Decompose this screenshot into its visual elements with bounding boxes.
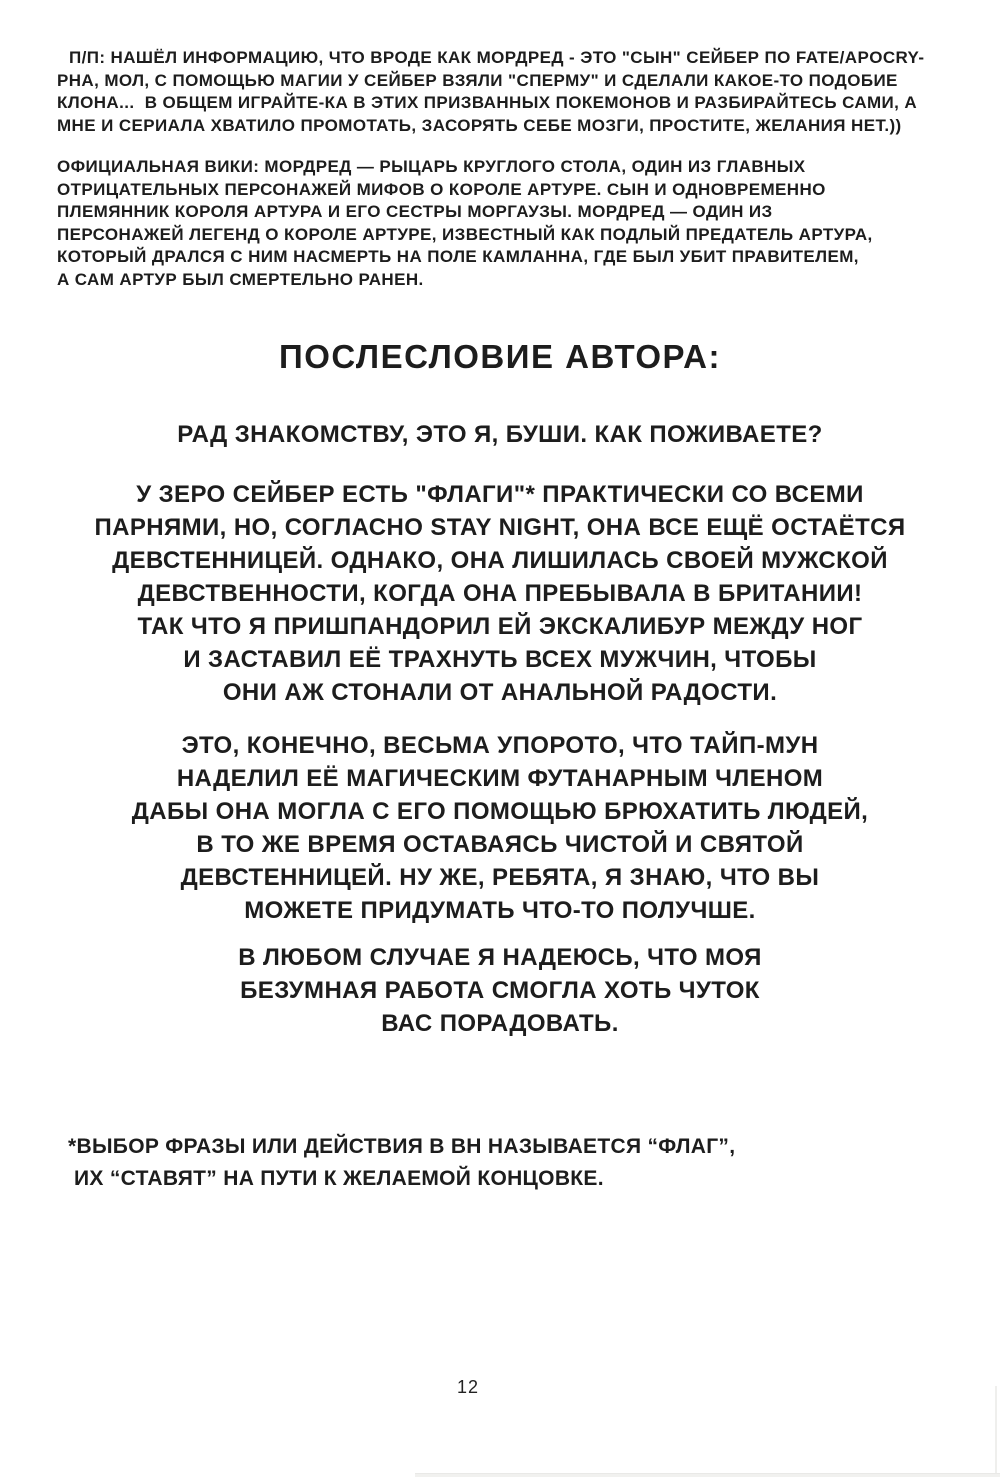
text-line: *ВЫБОР ФРАЗЫ ИЛИ ДЕЙСТВИЯ В ВН НАЗЫВАЕТСЯ “ФЛАГ”, <box>68 1135 736 1158</box>
text-line: ПЛЕМЯННИК КОРОЛЯ АРТУРА И ЕГО СЕСТРЫ МОРГАУЗЫ. МОРДРЕД — ОДИН ИЗ <box>57 202 773 221</box>
text-line: БЕЗУМНАЯ РАБОТА СМОГЛА ХОТЬ ЧУТОК <box>240 977 760 1004</box>
afterword-heading: ПОСЛЕСЛОВИЕ АВТОРА: <box>279 338 721 375</box>
text-line: И ЗАСТАВИЛ ЕЁ ТРАХНУТЬ ВСЕХ МУЖЧИН, ЧТОБЫ <box>183 646 817 673</box>
text-line: ОФИЦИАЛЬНАЯ ВИКИ: МОРДРЕД — РЫЦАРЬ КРУГЛОГО СТОЛА, ОДИН ИЗ ГЛАВНЫХ <box>57 157 806 176</box>
scan-artifact-right-edge <box>995 1386 997 1477</box>
afterword-paragraph-2 <box>0 729 1000 927</box>
greeting-line: РАД ЗНАКОМСТВУ, ЭТО Я, БУШИ. КАК ПОЖИВАЕТЕ? <box>177 421 823 448</box>
afterword-paragraph-1 <box>0 478 1000 709</box>
text-line: В ТО ЖЕ ВРЕМЯ ОСТАВАЯСЬ ЧИСТОЙ И СВЯТОЙ <box>196 831 804 858</box>
text-line: НАДЕЛИЛ ЕЁ МАГИЧЕСКИМ ФУТАНАРНЫМ ЧЛЕНОМ <box>176 765 824 792</box>
afterword-paragraph-3 <box>0 941 1000 1040</box>
translator-note-paragraph <box>57 47 967 137</box>
text-line: КОТОРЫЙ ДРАЛСЯ С НИМ НАСМЕРТЬ НА ПОЛЕ КАМЛАННА, ГДЕ БЫЛ УБИТ ПРАВИТЕЛЕМ, <box>57 247 859 266</box>
text-line: ТАК ЧТО Я ПРИШПАНДОРИЛ ЕЙ ЭКСКАЛИБУР МЕЖДУ НОГ <box>137 613 863 640</box>
text-line: У ЗЕРО СЕЙБЕР ЕСТЬ "ФЛАГИ"* ПРАКТИЧЕСКИ СО ВСЕМИ <box>136 481 864 508</box>
flag-footnote <box>68 1131 735 1195</box>
text-line: ДЕВСТВЕННОСТИ, КОГДА ОНА ПРЕБЫВАЛА В БРИТАНИИ! <box>137 580 863 607</box>
text-line: ДЕВСТЕННИЦЕЙ. НУ ЖЕ, РЕБЯТА, Я ЗНАЮ, ЧТО ВЫ <box>180 864 820 891</box>
text-line: ПАРНЯМИ, НО, СОГЛАСНО STAY NIGHT, ОНА ВСЕ ЕЩЁ ОСТАЁТСЯ <box>94 514 906 541</box>
text-line: ВАС ПОРАДОВАТЬ. <box>381 1010 619 1037</box>
text-line: ИХ “СТАВЯТ” НА ПУТИ К ЖЕЛАЕМОЙ КОНЦОВКЕ. <box>74 1167 604 1190</box>
scan-artifact-bottom-edge <box>415 1473 1000 1477</box>
text-line: МНЕ И СЕРИАЛА ХВАТИЛО ПРОМОТАТЬ, ЗАСОРЯТЬ СЕБЕ МОЗГИ, ПРОСТИТЕ, ЖЕЛАНИЯ НЕТ.)) <box>57 115 902 135</box>
text-line: ОТРИЦАТЕЛЬНЫХ ПЕРСОНАЖЕЙ МИФОВ О КОРОЛЕ АРТУРЕ. СЫН И ОДНОВРЕМЕННО <box>57 179 826 199</box>
text-line: PHA, МОЛ, С ПОМОЩЬЮ МАГИИ У СЕЙБЕР ВЗЯЛИ "СПЕРМУ" И СДЕЛАЛИ КАКОЕ-ТО ПОДОБИЕ <box>57 70 898 90</box>
text-line: МОЖЕТЕ ПРИДУМАТЬ ЧТО-ТО ПОЛУЧШЕ. <box>244 897 756 924</box>
text-line: ЭТО, КОНЕЧНО, ВЕСЬМА УПОРОТО, ЧТО ТАЙП-МУН <box>181 732 819 759</box>
text-line: КЛОНА... В ОБЩЕМ ИГРАЙТЕ-КА В ЭТИХ ПРИЗВАННЫХ ПОКЕМОНОВ И РАЗБИРАЙТЕСЬ САМИ, А <box>57 93 918 112</box>
text-line: В ЛЮБОМ СЛУЧАЕ Я НАДЕЮСЬ, ЧТО МОЯ <box>238 944 762 971</box>
text-line: ДАБЫ ОНА МОГЛА С ЕГО ПОМОЩЬЮ БРЮХАТИТЬ ЛЮДЕЙ, <box>131 798 869 825</box>
text-line: П/П: НАШЁЛ ИНФОРМАЦИЮ, ЧТО ВРОДЕ КАК МОРДРЕД - ЭТО "СЫН" СЕЙБЕР ПО FATE/APOCRY- <box>69 48 925 67</box>
wiki-note-paragraph <box>57 156 967 291</box>
page-number: 12 <box>456 1377 480 1397</box>
text-line: А САМ АРТУР БЫЛ СМЕРТЕЛЬНО РАНЕН. <box>57 269 424 289</box>
text-line: ОНИ АЖ СТОНАЛИ ОТ АНАЛЬНОЙ РАДОСТИ. <box>222 679 778 706</box>
text-line: ДЕВСТЕННИЦЕЙ. ОДНАКО, ОНА ЛИШИЛАСЬ СВОЕЙ МУЖСКОЙ <box>112 547 888 574</box>
text-line: ПЕРСОНАЖЕЙ ЛЕГЕНД О КОРОЛЕ АРТУРЕ, ИЗВЕСТНЫЙ КАК ПОДЛЫЙ ПРЕДАТЕЛЬ АРТУРА, <box>57 224 873 244</box>
